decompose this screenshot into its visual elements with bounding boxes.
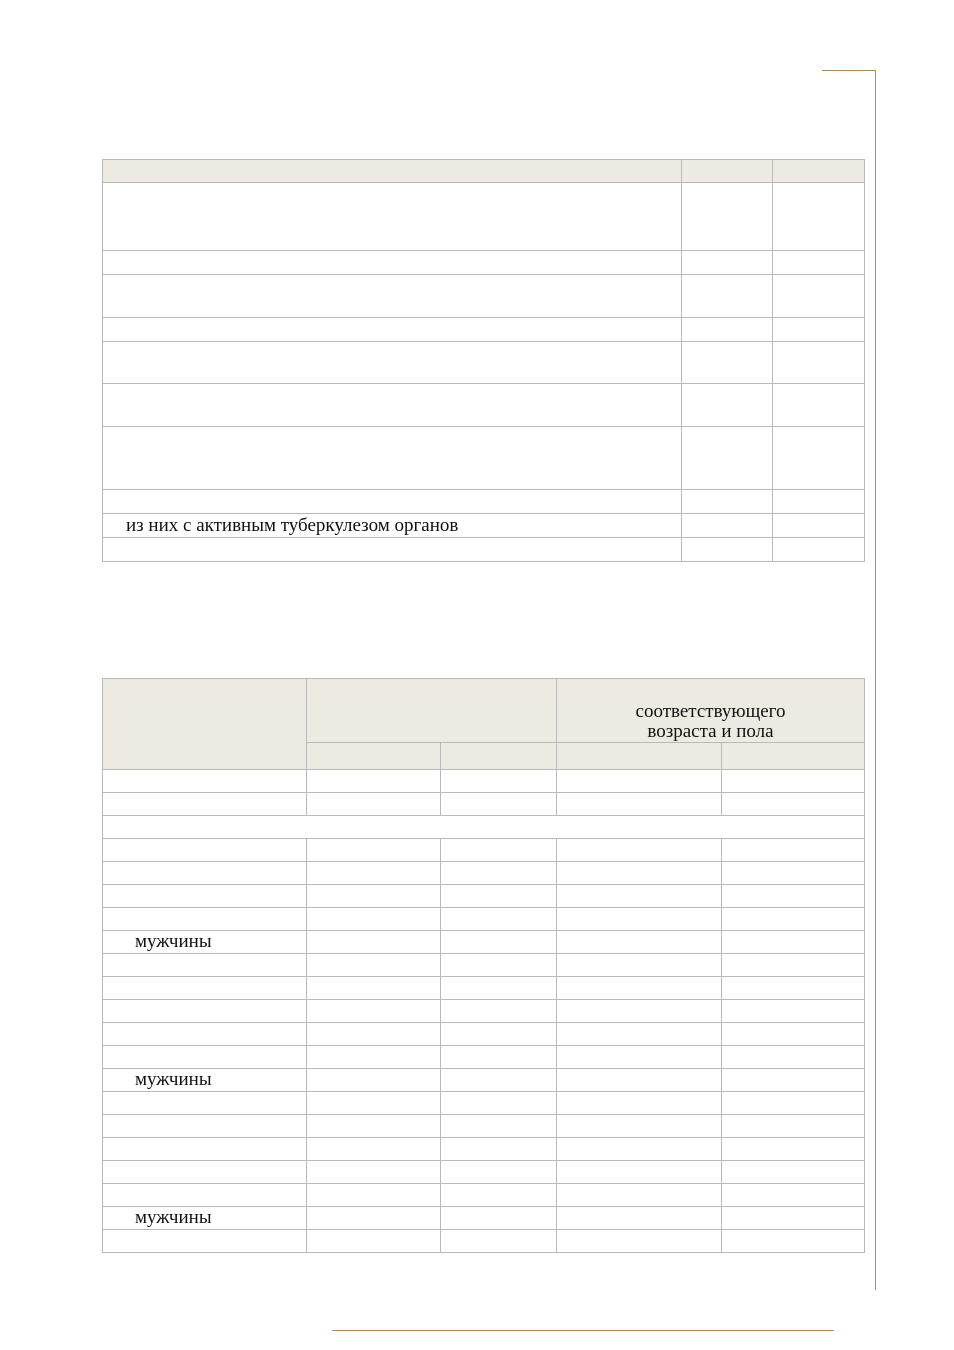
table-cell (557, 1046, 722, 1069)
table-section-row (103, 816, 865, 839)
table-cell (722, 793, 865, 816)
table-cell (557, 1000, 722, 1023)
table-cell (682, 538, 773, 562)
table-cell (307, 1046, 441, 1069)
table-cell (441, 1092, 557, 1115)
table-cell (441, 954, 557, 977)
table-cell (307, 1000, 441, 1023)
table-row (103, 342, 865, 384)
table-2-header-cell (103, 679, 307, 770)
table-cell (682, 490, 773, 514)
table-row (103, 793, 865, 816)
row-label (103, 275, 682, 318)
table-cell (557, 1138, 722, 1161)
table-cell (441, 793, 557, 816)
table-row (103, 954, 865, 977)
table-cell (557, 793, 722, 816)
table-2-header-cell (307, 679, 557, 743)
row-label (103, 862, 307, 885)
table-row (103, 862, 865, 885)
row-label (103, 793, 307, 816)
table-cell (307, 1069, 441, 1092)
table-cell (682, 318, 773, 342)
table-cell (307, 931, 441, 954)
table-cell (557, 885, 722, 908)
table-cell (307, 1161, 441, 1184)
frame-line-bottom (332, 1330, 834, 1331)
table-cell (773, 318, 865, 342)
table-cell (557, 1230, 722, 1253)
table-cell (307, 862, 441, 885)
table-cell (441, 862, 557, 885)
row-label (103, 1092, 307, 1115)
table-cell (557, 1023, 722, 1046)
table-cell (722, 908, 865, 931)
row-label (103, 885, 307, 908)
table-cell (773, 538, 865, 562)
row-label (103, 1046, 307, 1069)
table-cell (307, 839, 441, 862)
table-cell (441, 1046, 557, 1069)
row-label (103, 490, 682, 514)
table-row (103, 384, 865, 427)
table-cell (441, 1069, 557, 1092)
table-cell (722, 839, 865, 862)
table-row (103, 1069, 865, 1092)
row-label: мужчины (103, 1069, 307, 1092)
table-cell (773, 427, 865, 490)
row-label (103, 839, 307, 862)
row-label: мужчины (103, 1207, 307, 1230)
table-cell (441, 885, 557, 908)
frame-line-top (822, 70, 876, 71)
row-label (103, 1138, 307, 1161)
table-1 (102, 159, 865, 562)
table-cell (773, 342, 865, 384)
table-cell (441, 770, 557, 793)
row-label (103, 1161, 307, 1184)
table-1-header-row (103, 160, 865, 183)
table-row (103, 839, 865, 862)
table-2-header-row (103, 679, 865, 743)
table-2 (102, 678, 865, 1253)
table-cell (441, 931, 557, 954)
table-cell (307, 793, 441, 816)
table-row (103, 183, 865, 251)
table-1-header-cell (103, 160, 682, 183)
table-2-subheader-cell (441, 743, 557, 770)
table-row (103, 427, 865, 490)
table-cell (722, 1207, 865, 1230)
table-row (103, 1115, 865, 1138)
table-row (103, 275, 865, 318)
table-row (103, 514, 865, 538)
table-row (103, 1207, 865, 1230)
table-cell (722, 931, 865, 954)
table-row (103, 1092, 865, 1115)
table-row (103, 885, 865, 908)
table-cell (722, 1046, 865, 1069)
table-cell (722, 977, 865, 1000)
table-cell (307, 1115, 441, 1138)
table-cell (441, 1207, 557, 1230)
table-cell (722, 1000, 865, 1023)
table-cell (441, 1138, 557, 1161)
row-label (103, 251, 682, 275)
table-2-subheader-cell (307, 743, 441, 770)
table-row (103, 1000, 865, 1023)
table-1-header-cell (682, 160, 773, 183)
table-row (103, 770, 865, 793)
table-cell (557, 1207, 722, 1230)
table-cell (722, 1092, 865, 1115)
row-label: мужчины (103, 931, 307, 954)
table-cell (773, 384, 865, 427)
table-cell (722, 1023, 865, 1046)
row-label (103, 1115, 307, 1138)
table-cell (722, 1069, 865, 1092)
table-cell (307, 1023, 441, 1046)
table-cell (682, 384, 773, 427)
table-cell (557, 954, 722, 977)
table-row (103, 490, 865, 514)
table-cell (557, 1069, 722, 1092)
table-cell (682, 342, 773, 384)
table-cell (557, 977, 722, 1000)
table-row (103, 908, 865, 931)
table-row (103, 538, 865, 562)
table-2-subheader-cell (722, 743, 865, 770)
table-row (103, 1184, 865, 1207)
table-2-subheader-cell (557, 743, 722, 770)
table-row (103, 1230, 865, 1253)
table-cell (682, 514, 773, 538)
row-label: из них с активным туберкулезом органов (103, 514, 682, 538)
table-cell (307, 1092, 441, 1115)
table-cell (557, 1184, 722, 1207)
table-cell (307, 977, 441, 1000)
table-cell (722, 954, 865, 977)
table-cell (441, 1184, 557, 1207)
table-cell (682, 251, 773, 275)
section-label (103, 816, 865, 839)
table-row (103, 1023, 865, 1046)
table-cell (307, 1184, 441, 1207)
table-row (103, 318, 865, 342)
table-cell (307, 1138, 441, 1161)
table-cell (441, 977, 557, 1000)
table-cell (441, 1000, 557, 1023)
row-label (103, 183, 682, 251)
table-cell (307, 1207, 441, 1230)
table-cell (773, 514, 865, 538)
table-cell (682, 275, 773, 318)
table-cell (722, 1184, 865, 1207)
table-cell (307, 1230, 441, 1253)
table-cell (722, 1138, 865, 1161)
table-cell (557, 862, 722, 885)
table-cell (773, 275, 865, 318)
table-2-group-header: соответствующего возраста и пола (557, 679, 865, 743)
table-cell (557, 839, 722, 862)
table-cell (441, 1161, 557, 1184)
frame-line-right (875, 70, 876, 1290)
table-cell (557, 931, 722, 954)
table-cell (557, 1092, 722, 1115)
table-cell (557, 908, 722, 931)
row-label (103, 342, 682, 384)
table-row (103, 1046, 865, 1069)
table-row (103, 1138, 865, 1161)
row-label (103, 1184, 307, 1207)
table-row (103, 931, 865, 954)
table-cell (441, 839, 557, 862)
table-cell (307, 770, 441, 793)
table-cell (307, 954, 441, 977)
table-cell (722, 862, 865, 885)
table-row (103, 251, 865, 275)
row-label (103, 1230, 307, 1253)
table-cell (441, 908, 557, 931)
table-cell (557, 1115, 722, 1138)
table-cell (722, 1230, 865, 1253)
table-cell (722, 770, 865, 793)
row-label (103, 384, 682, 427)
row-label (103, 1023, 307, 1046)
table-1-header-cell (773, 160, 865, 183)
table-cell (773, 251, 865, 275)
table-cell (307, 908, 441, 931)
table-cell (557, 1161, 722, 1184)
row-label (103, 427, 682, 490)
table-cell (722, 1115, 865, 1138)
table-cell (722, 885, 865, 908)
table-cell (682, 427, 773, 490)
row-label (103, 318, 682, 342)
table-row (103, 977, 865, 1000)
row-label (103, 1000, 307, 1023)
table-cell (682, 183, 773, 251)
row-label (103, 538, 682, 562)
table-cell (773, 490, 865, 514)
table-cell (557, 770, 722, 793)
table-cell (722, 1161, 865, 1184)
table-cell (441, 1115, 557, 1138)
table-cell (441, 1023, 557, 1046)
table-row (103, 1161, 865, 1184)
row-label (103, 770, 307, 793)
table-cell (773, 183, 865, 251)
table-cell (441, 1230, 557, 1253)
row-label (103, 954, 307, 977)
table-cell (307, 885, 441, 908)
row-label (103, 908, 307, 931)
row-label (103, 977, 307, 1000)
